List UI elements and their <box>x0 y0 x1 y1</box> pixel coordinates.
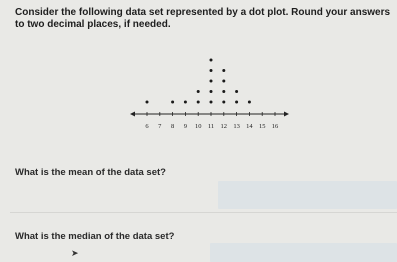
dot-11-3 <box>210 80 213 83</box>
dot-12-3 <box>222 80 225 83</box>
dot-11-4 <box>210 69 213 72</box>
number-line-ticks <box>145 112 279 130</box>
dot-9-1 <box>184 101 187 104</box>
dot-14-1 <box>248 101 251 104</box>
section-divider <box>10 212 397 213</box>
mouse-cursor-icon: ➤ <box>71 248 79 258</box>
dot-11-2 <box>210 90 213 93</box>
dot-8-1 <box>171 101 174 104</box>
dot-12-4 <box>222 69 225 72</box>
dot-10-2 <box>197 90 200 93</box>
tick-label-14: 14 <box>246 123 253 130</box>
dot-13-1 <box>235 101 238 104</box>
number-line-left-arrow <box>130 112 135 117</box>
dot-10-1 <box>197 101 200 104</box>
tick-label-9: 9 <box>183 123 188 130</box>
mean-answer-input[interactable] <box>218 181 397 209</box>
dot-13-2 <box>235 90 238 93</box>
number-line-right-arrow <box>284 112 289 117</box>
median-question-label: What is the median of the data set? <box>15 231 175 242</box>
tick-label-10: 10 <box>194 123 202 130</box>
dot-11-5 <box>210 59 213 62</box>
dot-11-1 <box>210 101 213 104</box>
tick-label-16: 16 <box>271 123 279 130</box>
question-prompt: Consider the following data set represented by a dot plot. Round your answers to two decimal places, if needed. <box>15 7 391 30</box>
dot-6-1 <box>146 101 149 104</box>
tick-label-11: 11 <box>207 123 215 130</box>
dot-plot <box>128 52 293 136</box>
median-answer-input[interactable] <box>210 243 397 262</box>
dot-plot-dots <box>146 59 251 104</box>
tick-label-8: 8 <box>170 123 175 130</box>
dot-12-2 <box>222 90 225 93</box>
mean-question-label: What is the mean of the data set? <box>15 167 166 178</box>
tick-label-12: 12 <box>220 123 228 130</box>
tick-label-6: 6 <box>145 123 149 130</box>
tick-label-7: 7 <box>158 123 162 130</box>
tick-label-15: 15 <box>258 123 266 130</box>
tick-label-13: 13 <box>233 123 240 130</box>
dot-12-1 <box>222 101 225 104</box>
